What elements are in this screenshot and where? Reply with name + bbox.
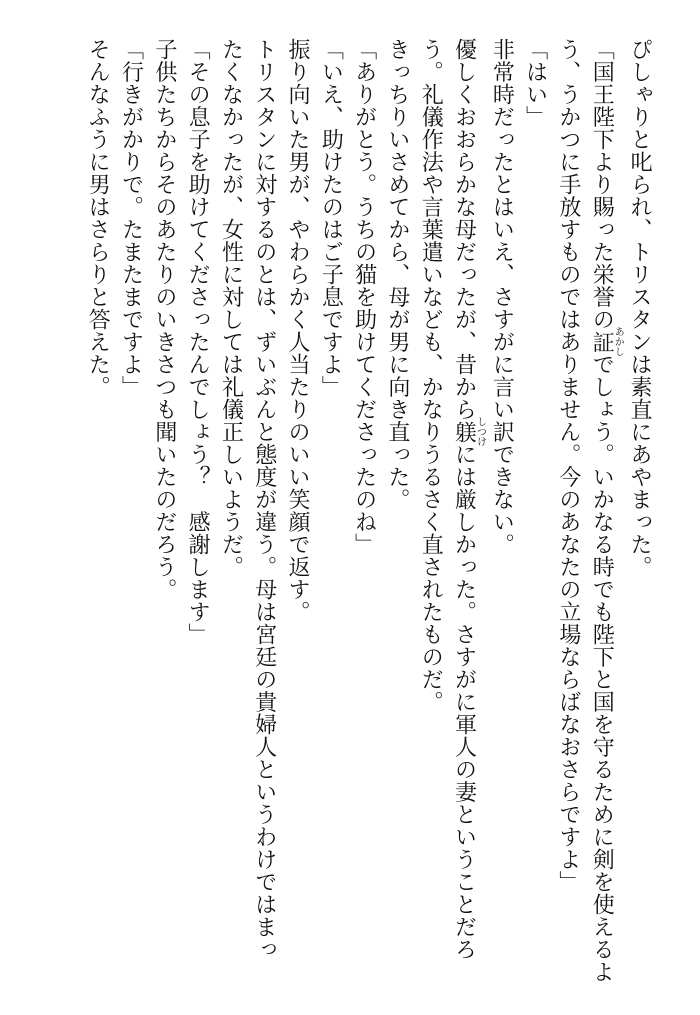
- furigana: あかし: [612, 326, 624, 357]
- text-line: 「はい」: [522, 38, 548, 128]
- text-line: そんなふうに男はさらりと答えた。: [85, 38, 111, 398]
- text-line: 非常時だったとはいえ、さすがに言い訳できない。: [489, 38, 515, 556]
- text-line: 優しくおおらかな母だったが、昔から躾しつけには厳しかった。さすがに軍人の妻ということだろ: [451, 38, 486, 961]
- ruby-annotated-word: 躾しつけ: [451, 416, 486, 447]
- text-line: 「行きがかりで。たまたまですよ」: [118, 38, 144, 398]
- text-line: 「いえ、助けたのはご子息ですよ」: [318, 38, 344, 398]
- text-line: ぴしゃりと叱られ、トリスタンは素直にあやまった。: [627, 38, 652, 578]
- text-line: きっちりいさめてから、母が男に向き直った。: [384, 38, 410, 511]
- text-line: たくなかったが、女性に対しては礼儀正しいようだ。: [218, 38, 244, 578]
- text-line: う。礼儀作法や言葉遣いなども、かなりうるさく直されたものだ。: [418, 38, 444, 713]
- text-line: 振り向いた男が、やわらかく人当たりのいい笑顔で返す。: [285, 38, 311, 623]
- text-line: 「国王陛下より賜った栄誉の証あかしでしょう。いかなる時でも陛下と国を守るために剣を使えるよ: [589, 38, 624, 983]
- text-line: 「ありがとう。うちの猫を助けてくださったのね」: [351, 38, 377, 556]
- text-line: 「その息子を助けてくださったんでしょう？ 感謝します」: [185, 38, 211, 646]
- text-line: う、うかつに手放すものではありません。今のあなたの立場ならばなおさらですよ」: [555, 38, 581, 893]
- ruby-annotated-word: 証あかし: [589, 326, 624, 357]
- furigana: しつけ: [474, 416, 486, 447]
- text-line: 子供たちからそのあたりのいきさつも聞いたのだろう。: [151, 38, 177, 601]
- vertical-text-body: [81, 38, 656, 988]
- text-line: トリスタンに対するのとは、ずいぶんと態度が違う。母は宮廷の貴婦人というわけではまっ: [251, 38, 277, 961]
